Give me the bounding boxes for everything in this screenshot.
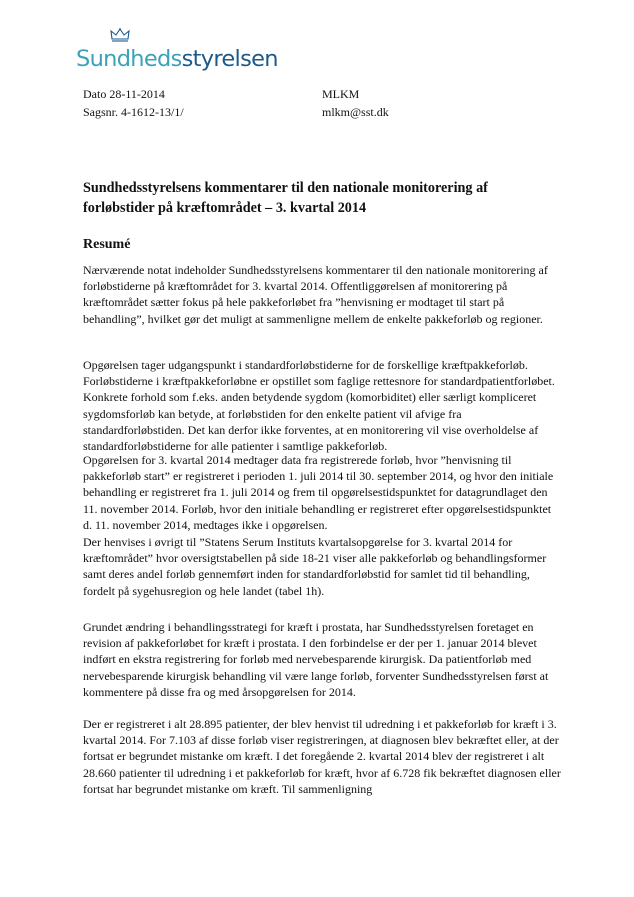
author-initials: MLKM	[322, 87, 360, 101]
paragraph-4: Der henvises i øvrigt til ”Statens Serum Instituts kvartalsopgørelse for 3. kvartal 2014 for kræftområdet” hvor oversigtstabellen på side 18-21 viser alle pakkeforløb og behandlingsformer samt deres andel forløb gennemført inden for standardforløbstid for samlet tid til behandling, fordelt på sygehusregion og hele landet (tabel 1h).	[83, 535, 547, 598]
paragraph-3: Opgørelsen for 3. kvartal 2014 medtager data fra registrerede forløb, hvor ”henvisning til pakkeforløb start” er registreret i perioden 1. juli 2014 til 30. september 2014, og hvor den initiale behandling er registreret fra 1. juli 2014 og frem til opgørelsestidspunktet for datagrundlaget den 11. november 2014. Forløb, hvor den initiale behandling er registreret efter opgørelsestidspunktet d. 11. november 2014, medtages ikke i opgørelsen.	[83, 453, 554, 532]
logo-wordmark: Sundhedsstyrelsen	[76, 46, 278, 72]
author-email: mlkm@sst.dk	[322, 105, 389, 119]
paragraph-1: Nærværende notat indeholder Sundhedsstyrelsens kommentarer til den nationale monitorering af forløbstiderne på kræftområdet for 3. kvartal 2014. Offentliggørelsen af monitorering på kræftområdet sætter fokus på hele pakkeforløbet fra ”henvisning er modtaget til start på behandling”, hvilket gør det muligt at sammenligne mellem de enkelte pakkeforløb og regioner.	[83, 263, 548, 326]
date-line: Dato 28-11-2014	[83, 87, 165, 101]
resume-heading: Resumé	[83, 237, 131, 252]
document-meta-left	[83, 85, 184, 121]
document-meta-right	[322, 85, 389, 121]
crown-icon	[110, 28, 130, 42]
document-title: Sundhedsstyrelsens kommentarer til den nationale monitorering af forløbstider på kræftområdet – 3. kvartal 2014	[83, 180, 488, 216]
case-number-line: Sagsnr. 4-1612-13/1/	[83, 105, 184, 119]
sundhedsstyrelsen-logo	[76, 28, 276, 84]
paragraph-5: Grundet ændring i behandlingsstrategi for kræft i prostata, har Sundhedsstyrelsen foretaget en revision af pakkeforløbet for kræft i prostata. I den forbindelse er der per 1. januar 2014 blevet indført en ekstra registrering for forløb med nervebesparende kirurgisk. Da patientforløb med nervebesparende kirurgisk behandling vil være lange forløb, forventer Sundhedsstyrelsen først at kommentere på disse fra og med årsopgørelsen for 2014.	[83, 620, 549, 699]
paragraph-6: Der er registreret i alt 28.895 patienter, der blev henvist til udredning i et pakkeforløb for kræft i 3. kvartal 2014. For 7.103 af disse forløb viser registreringen, at diagnosen blev bekræftet eller, at der fortsat er begrundet mistanke om kræft. I det foregående 2. kvartal 2014 blev der registreret i alt 28.660 patienter til udredning i et pakkeforløb for kræft, hvor af 6.728 fik bekræftet diagnosen eller fortsat har begrundet mistanke om kræft. Til sammenligning	[83, 717, 561, 796]
paragraph-2: Opgørelsen tager udgangspunkt i standardforløbstiderne for de forskellige kræftpakkeforløb. Forløbstiderne i kræftpakkeforløbne er opstillet som faglige rettesnore for standardpatientforløbet. Konkrete forhold som f.eks. anden betydende sygdom (komorbiditet) eller særligt kompliceret sygdomsforløb kan betyde, at forløbstiden for den enkelte patient vil afvige fra standardforløbstiden. Det kan derfor ikke forventes, at en monitorering vil vise overholdelse af standardforløbstiderne for alle patienter i samtlige pakkeforløb.	[83, 358, 555, 454]
